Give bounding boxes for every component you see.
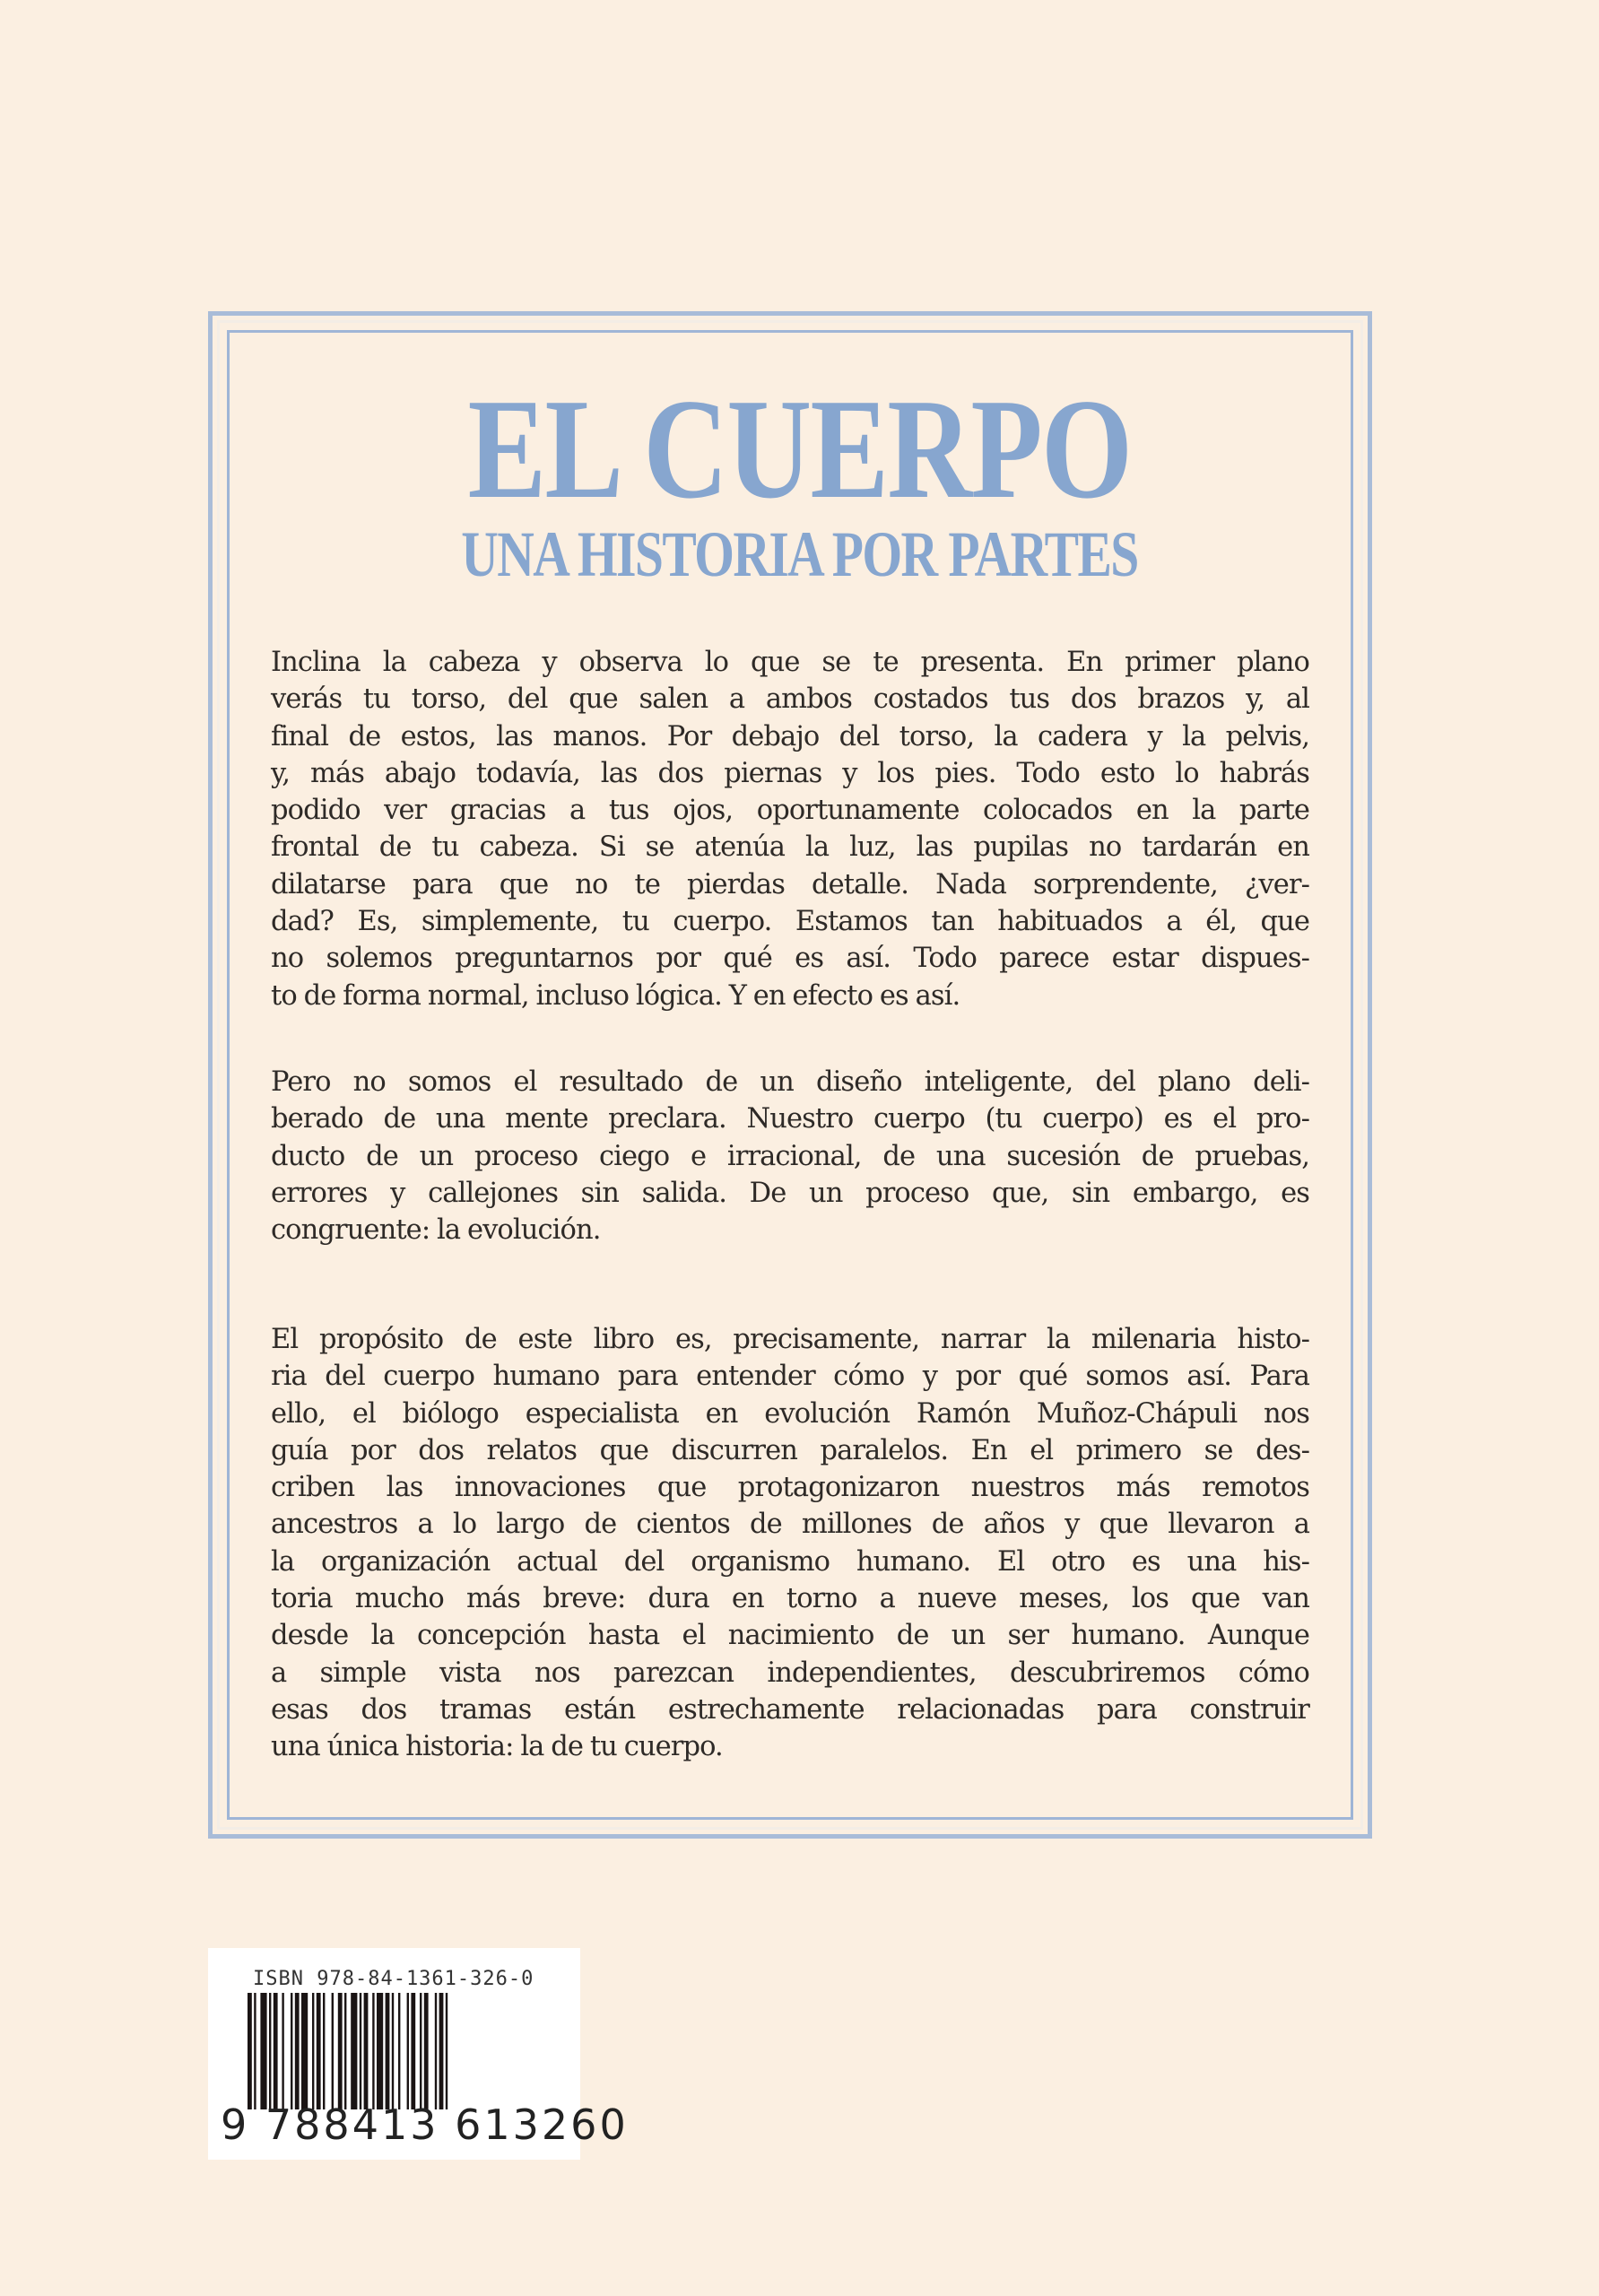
- blurb-line: criben las innovaciones que protagonizaron nuestros más remotos: [271, 1472, 1309, 1504]
- blurb-line: frontal de tu cabeza. Si se atenúa la luz, las pupilas no tardarán en: [271, 831, 1309, 864]
- blurb-line: verás tu torso, del que salen a ambos costados tus dos brazos y, al: [271, 683, 1309, 716]
- book-title: EL CUERPO: [467, 369, 1132, 528]
- blurb-paragraph-1: [271, 644, 1309, 1014]
- isbn-barcode: [208, 1948, 629, 2160]
- blurb-line: to de forma normal, incluso lógica. Y en efecto es así.: [271, 979, 960, 1012]
- blurb-line: dad? Es, simplemente, tu cuerpo. Estamos tan habituados a él, que: [271, 906, 1309, 938]
- blurb-line: final de estos, las manos. Por debajo del torso, la cadera y la pelvis,: [271, 720, 1309, 752]
- blurb-line: Pero no somos el resultado de un diseño inteligente, del plano deli-: [271, 1066, 1309, 1098]
- isbn-label: ISBN 978-84-1361-326-0: [253, 1968, 534, 1990]
- blurb-line: berado de una mente preclara. Nuestro cuerpo (tu cuerpo) es el pro-: [271, 1103, 1309, 1135]
- blurb-line: y, más abajo todavía, las dos piernas y los pies. Todo esto lo habrás: [271, 757, 1309, 789]
- blurb-line: a simple vista nos parezcan independientes, descubriremos cómo: [271, 1657, 1309, 1689]
- blurb-line: una única historia: la de tu cuerpo.: [271, 1731, 723, 1763]
- blurb-line: congruente: la evolución.: [271, 1214, 601, 1247]
- blurb-line: dilatarse para que no te pierdas detalle. Nada sorprendente, ¿ver-: [271, 868, 1309, 900]
- blurb-line: toria mucho más breve: dura en torno a nueve meses, los que van: [271, 1583, 1309, 1615]
- blurb-line: podido ver gracias a tus ojos, oportunamente colocados en la parte: [271, 795, 1309, 827]
- blurb-line: ancestros a lo largo de cientos de millones de años y que llevaron a: [271, 1509, 1309, 1541]
- blurb-paragraph-2: [271, 1064, 1309, 1248]
- blurb-line: esas dos tramas están estrechamente relacionadas para construir: [271, 1693, 1309, 1726]
- blurb-line: ello, el biólogo especialista en evolución Ramón Muñoz-Chápuli nos: [271, 1397, 1309, 1430]
- blurb-line: la organización actual del organismo humano. El otro es una his-: [271, 1545, 1309, 1578]
- book-subtitle: UNA HISTORIA POR PARTES: [461, 518, 1138, 590]
- blurb-paragraph-3: [271, 1321, 1309, 1766]
- blurb-line: guía por dos relatos que discurren paralelos. En el primero se des-: [271, 1434, 1309, 1466]
- blurb-line: ducto de un proceso ciego e irracional, de una sucesión de pruebas,: [271, 1140, 1309, 1172]
- blurb-line: errores y callejones sin salida. De un proceso que, sin embargo, es: [271, 1177, 1309, 1209]
- blurb-line: ria del cuerpo humano para entender cómo y por qué somos así. Para: [271, 1361, 1309, 1393]
- blurb-line: no solemos preguntarnos por qué es así. Todo parece estar dispues-: [271, 943, 1309, 975]
- ean-digits: 9 788413 613260: [221, 2100, 629, 2149]
- blurb-line: desde la concepción hasta el nacimiento de un ser humano. Aunque: [271, 1620, 1309, 1652]
- blurb-line: El propósito de este libro es, precisamente, narrar la milenaria histo-: [271, 1324, 1309, 1355]
- blurb-line: Inclina la cabeza y observa lo que se te presenta. En primer plano: [271, 647, 1309, 678]
